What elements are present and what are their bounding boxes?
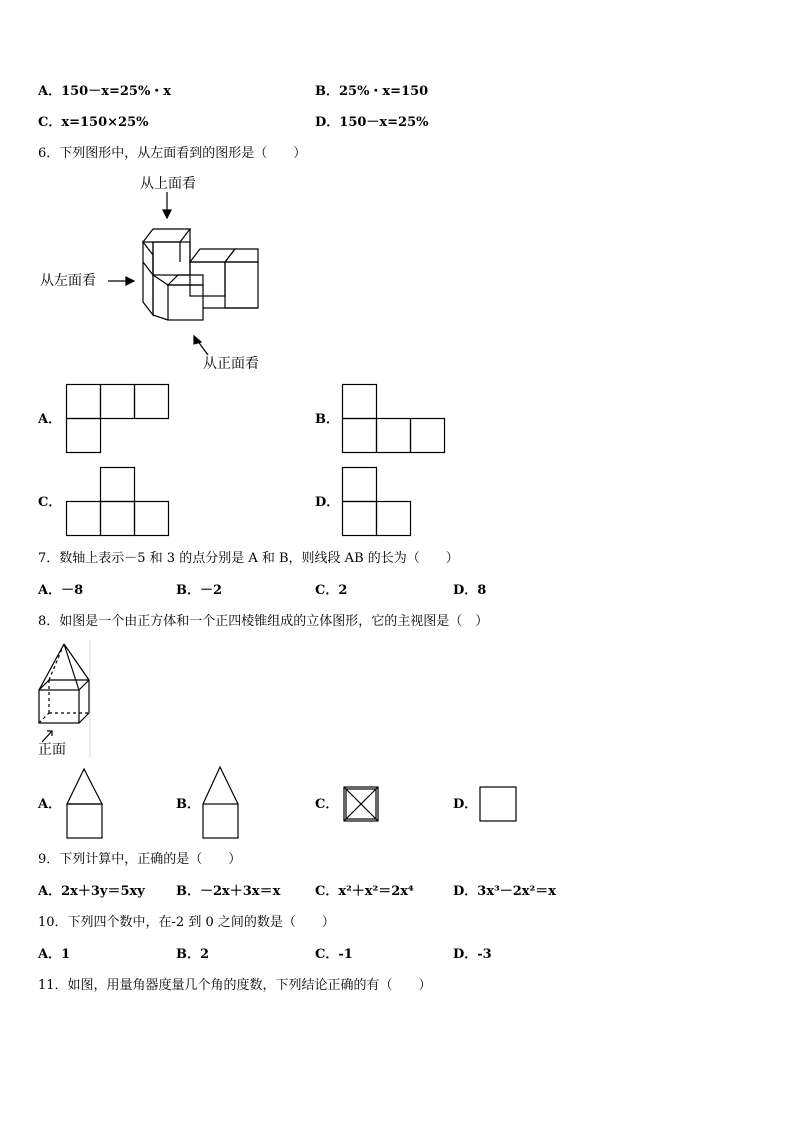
q9-option-b: B．－2x＋3x＝x (176, 884, 281, 899)
q8-option-c: C． (315, 797, 339, 812)
q9-option-c: C．x²＋x²＝2x⁴ (315, 884, 414, 899)
q8-option-a: A． (38, 797, 62, 812)
q5-option-a: A．150－x=25%・x (38, 84, 172, 99)
q10-option-a: A．1 (38, 947, 71, 962)
q8-option-b-figure (201, 766, 243, 840)
q8-option-c-figure (343, 786, 381, 824)
q10-option-d: D．-3 (453, 947, 492, 962)
q11-stem: 11．如图，用量角器度量几个角的度数，下列结论正确的有（ ） (38, 978, 432, 993)
q9-option-a: A．2x＋3y＝5xy (38, 884, 145, 899)
q6-option-c-figure (66, 467, 170, 537)
q6-option-b: B． (315, 412, 339, 427)
q5-option-b: B．25%・x=150 (315, 84, 429, 99)
q6-option-c: C． (38, 495, 62, 510)
q6-option-a-figure (66, 384, 170, 454)
q6-label-front: 从正面看 (203, 356, 259, 372)
q7-option-d: D．8 (453, 583, 487, 598)
q6-option-d-figure (342, 467, 412, 537)
q6-label-left: 从左面看 (40, 273, 96, 289)
q5-option-d: D．150－x=25% (315, 115, 429, 130)
q10-option-b: B．2 (176, 947, 210, 962)
q8-label-front: 正面 (38, 742, 66, 758)
q7-option-c: C．2 (315, 583, 348, 598)
q9-stem: 9．下列计算中，正确的是（ ） (38, 852, 242, 867)
q7-option-a: A．－8 (38, 583, 84, 598)
q6-cube-figure (0, 0, 794, 400)
q10-option-c: C．-1 (315, 947, 353, 962)
q6-option-d: D． (315, 495, 340, 510)
q9-option-d: D．3x³－2x²＝x (453, 884, 557, 899)
q7-stem: 7．数轴上表示－5 和 3 的点分别是 A 和 B，则线段 AB 的长为（ ） (38, 551, 459, 566)
q8-option-a-figure (66, 768, 108, 840)
q8-option-d-figure (479, 786, 519, 824)
q7-option-b: B．－2 (176, 583, 223, 598)
q5-option-c: C．x=150×25% (38, 115, 149, 130)
q6-label-top: 从上面看 (140, 176, 196, 192)
q6-option-a: A． (38, 412, 62, 427)
q8-option-d: D． (453, 797, 478, 812)
q6-option-b-figure (342, 384, 446, 454)
q8-option-b: B． (176, 797, 200, 812)
q10-stem: 10．下列四个数中，在-2 到 0 之间的数是（ ） (38, 915, 335, 930)
q6-stem: 6．下列图形中，从左面看到的图形是（ ） (38, 146, 307, 161)
q8-stem: 8．如图是一个由正方体和一个正四棱锥组成的立体图形，它的主视图是（ ） (38, 614, 489, 629)
